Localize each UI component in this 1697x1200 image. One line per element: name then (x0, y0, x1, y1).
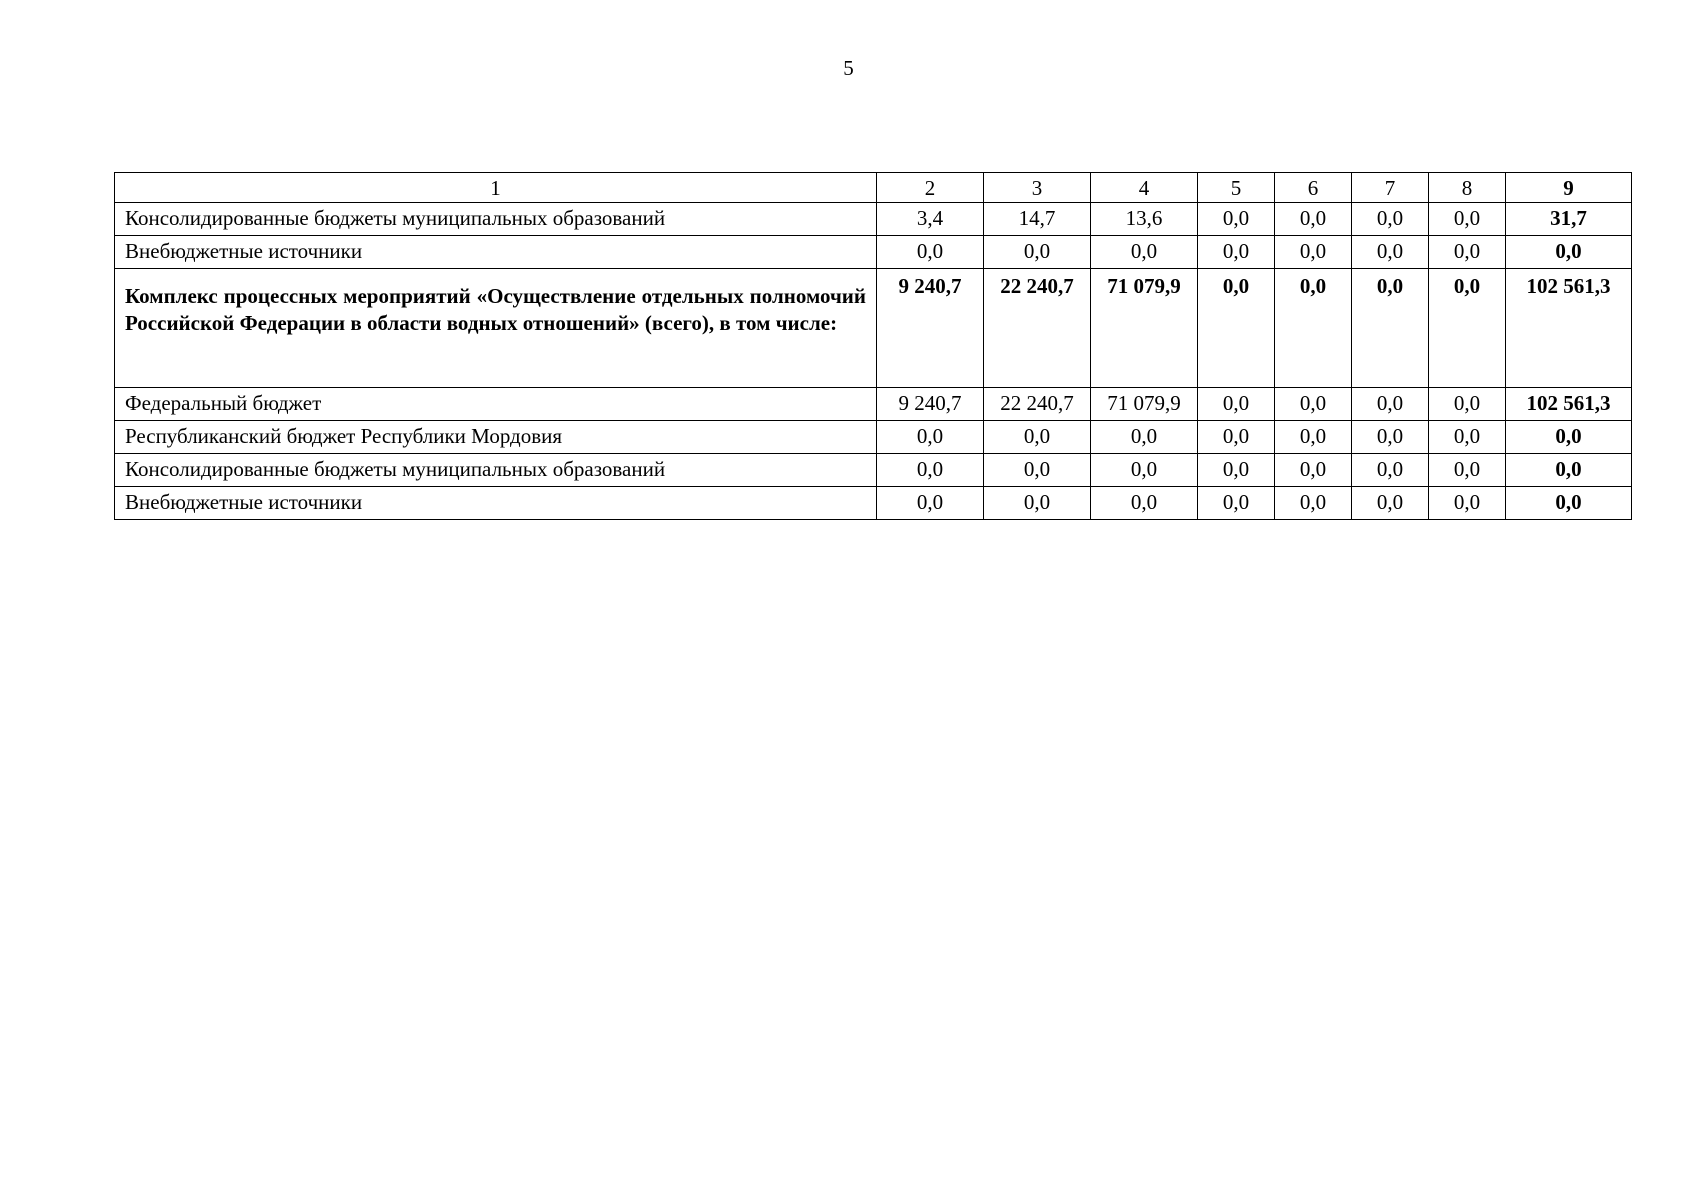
row-value: 0,0 (1275, 454, 1352, 487)
row-total: 0,0 (1506, 236, 1632, 269)
page-number: 5 (843, 56, 854, 80)
row-value: 0,0 (1198, 487, 1275, 520)
row-total: 0,0 (1506, 487, 1632, 520)
row-value: 0,0 (1352, 203, 1429, 236)
row-value: 0,0 (1275, 203, 1352, 236)
row-value: 0,0 (984, 454, 1091, 487)
row-label: Консолидированные бюджеты муниципальных образований (115, 203, 877, 236)
row-total: 31,7 (1506, 203, 1632, 236)
row-value: 0,0 (1198, 454, 1275, 487)
row-value: 22 240,7 (984, 269, 1091, 388)
row-value: 3,4 (877, 203, 984, 236)
row-value: 22 240,7 (984, 388, 1091, 421)
table-row-section-heading (115, 269, 1632, 388)
row-label: Федеральный бюджет (115, 388, 877, 421)
row-value: 0,0 (984, 421, 1091, 454)
row-value: 0,0 (877, 236, 984, 269)
row-value: 14,7 (984, 203, 1091, 236)
row-value: 0,0 (1352, 269, 1429, 388)
row-value: 0,0 (1352, 421, 1429, 454)
row-label: Внебюджетные источники (115, 236, 877, 269)
column-number: 2 (877, 173, 984, 203)
table-row (115, 487, 1632, 520)
row-value: 9 240,7 (877, 269, 984, 388)
row-value: 0,0 (1198, 236, 1275, 269)
table-row (115, 203, 1632, 236)
row-value: 0,0 (1352, 454, 1429, 487)
row-value: 0,0 (1275, 487, 1352, 520)
row-value: 0,0 (1275, 269, 1352, 388)
row-value: 0,0 (877, 421, 984, 454)
section-heading-label: Комплекс процессных мероприятий «Осуществление отдельных полномочий Российской Федерации в области водных отношений» (всего), в том числе: (115, 269, 877, 388)
row-total: 102 561,3 (1506, 388, 1632, 421)
row-value: 0,0 (1429, 388, 1506, 421)
row-value: 0,0 (877, 454, 984, 487)
row-value: 0,0 (1198, 269, 1275, 388)
row-value: 0,0 (1429, 236, 1506, 269)
row-value: 0,0 (1352, 487, 1429, 520)
row-total: 102 561,3 (1506, 269, 1632, 388)
column-number: 4 (1091, 173, 1198, 203)
column-number-row (115, 173, 1632, 203)
row-label: Консолидированные бюджеты муниципальных образований (115, 454, 877, 487)
row-value: 0,0 (1198, 421, 1275, 454)
row-value: 0,0 (1275, 388, 1352, 421)
row-value: 0,0 (1275, 421, 1352, 454)
table-row (115, 421, 1632, 454)
row-value: 71 079,9 (1091, 388, 1198, 421)
row-value: 0,0 (1091, 236, 1198, 269)
row-value: 0,0 (1275, 236, 1352, 269)
table-row (115, 454, 1632, 487)
row-value: 0,0 (1198, 388, 1275, 421)
row-value: 0,0 (1091, 421, 1198, 454)
row-value: 0,0 (1429, 203, 1506, 236)
column-number: 7 (1352, 173, 1429, 203)
row-value: 0,0 (1091, 454, 1198, 487)
row-value: 13,6 (1091, 203, 1198, 236)
row-value: 71 079,9 (1091, 269, 1198, 388)
column-number: 9 (1506, 173, 1632, 203)
row-value: 0,0 (984, 487, 1091, 520)
column-number: 6 (1275, 173, 1352, 203)
row-value: 0,0 (1352, 236, 1429, 269)
row-total: 0,0 (1506, 421, 1632, 454)
row-label: Республиканский бюджет Республики Мордовия (115, 421, 877, 454)
budget-table (114, 172, 1632, 520)
row-value: 0,0 (877, 487, 984, 520)
row-value: 0,0 (984, 236, 1091, 269)
row-total: 0,0 (1506, 454, 1632, 487)
table-row (115, 388, 1632, 421)
column-number: 3 (984, 173, 1091, 203)
row-value: 0,0 (1091, 487, 1198, 520)
row-value: 0,0 (1198, 203, 1275, 236)
row-value: 9 240,7 (877, 388, 984, 421)
table-row (115, 236, 1632, 269)
column-number: 1 (115, 173, 877, 203)
row-value: 0,0 (1429, 487, 1506, 520)
column-number: 5 (1198, 173, 1275, 203)
row-label: Внебюджетные источники (115, 487, 877, 520)
row-value: 0,0 (1352, 388, 1429, 421)
row-value: 0,0 (1429, 421, 1506, 454)
column-number: 8 (1429, 173, 1506, 203)
row-value: 0,0 (1429, 269, 1506, 388)
row-value: 0,0 (1429, 454, 1506, 487)
